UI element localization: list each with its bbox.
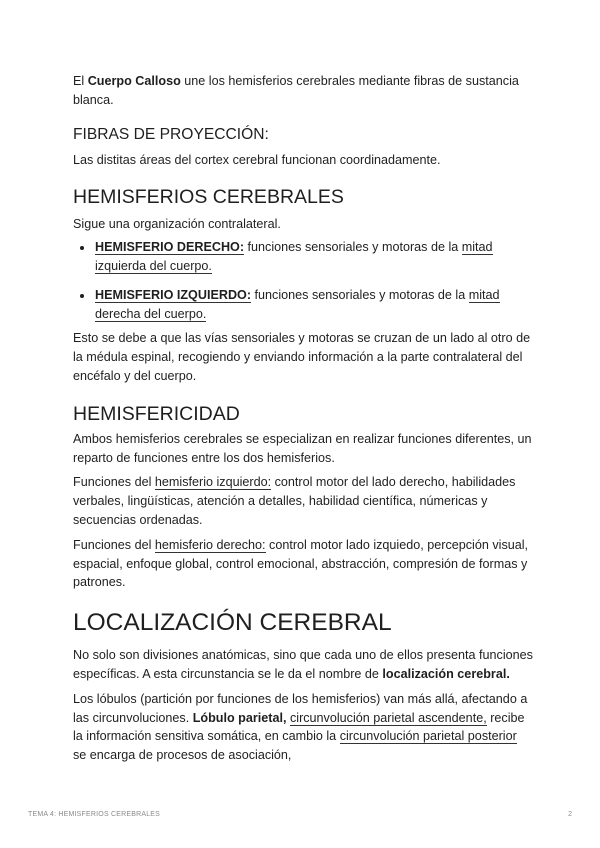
document-page	[73, 70, 533, 765]
hemisferios-list	[73, 238, 533, 323]
intro-paragraph: El Cuerpo Calloso une los hemisferios cerebrales mediante fibras de sustancia blanca.	[73, 74, 519, 107]
hemisfericidad-paragraph-2: Funciones del hemisferio izquierdo: control motor del lado derecho, habilidades verbales, lingüísticas, atención a detalles, habilidad científica, númericas y secuencias ordenadas.	[73, 475, 516, 527]
bullet-icon	[80, 294, 84, 298]
hemisfericidad-paragraph-1: Ambos hemisferios cerebrales se especializan en realizar funciones diferentes, un reparto de funciones entre los dos hemisferios.	[73, 431, 532, 465]
localizacion-paragraph-1: No solo son divisiones anatómicas, sino que cada uno de ellos presenta funciones específicas. A esta circunstancia se le da el nombre de localización cerebral.	[73, 648, 533, 681]
hemisferios-after-paragraph: Esto se debe a que las vías sensoriales y motoras se cruzan de un lado al otro de la médula espinal, recogiendo y enviando información a la parte contralateral del encéfalo y del cuerpo.	[73, 331, 531, 383]
hemisferios-paragraph: Sigue una organización contralateral.	[73, 217, 281, 232]
list-item: HEMISFERIO DERECHO: funciones sensoriales y motoras de la mitad izquierda del cuerpo.	[73, 238, 533, 276]
heading-hemisfericidad: HEMISFERICIDAD	[73, 402, 240, 425]
bullet-icon	[80, 246, 84, 250]
fibras-paragraph: Las distitas áreas del cortex cerebral funcionan coordinadamente.	[73, 152, 441, 167]
hemisfericidad-paragraph-3: Funciones del hemisferio derecho: control motor lado izquiedo, percepción visual, espacial, enfoque global, control emocional, abstracción, compresión de formas y patrones.	[73, 537, 529, 590]
list-item: HEMISFERIO IZQUIERDO: funciones sensoriales y motoras de la mitad derecha del cuerpo.	[73, 286, 533, 324]
page-number: 2	[568, 811, 572, 818]
localizacion-paragraph-2: Los lóbulos (partición por funciones de los hemisferios) van más allá, afectando a las circunvoluciones. Lóbulo parietal, circunvolución parietal ascendente, recibe la información sensitiva somática, en cambio la circunvolución parietal posterior se encarga de procesos de asociación,	[73, 691, 528, 763]
footer-title: TEMA 4: HEMISFERIOS CEREBRALES	[28, 811, 161, 818]
cuerpo-calloso-term: Cuerpo Calloso	[87, 74, 181, 88]
heading-hemisferios: HEMISFERIOS CEREBRALES	[73, 186, 344, 209]
heading-localizacion: LOCALIZACIÓN CEREBRAL	[73, 609, 392, 637]
heading-fibras: FIBRAS DE PROYECCIÓN:	[73, 125, 269, 143]
